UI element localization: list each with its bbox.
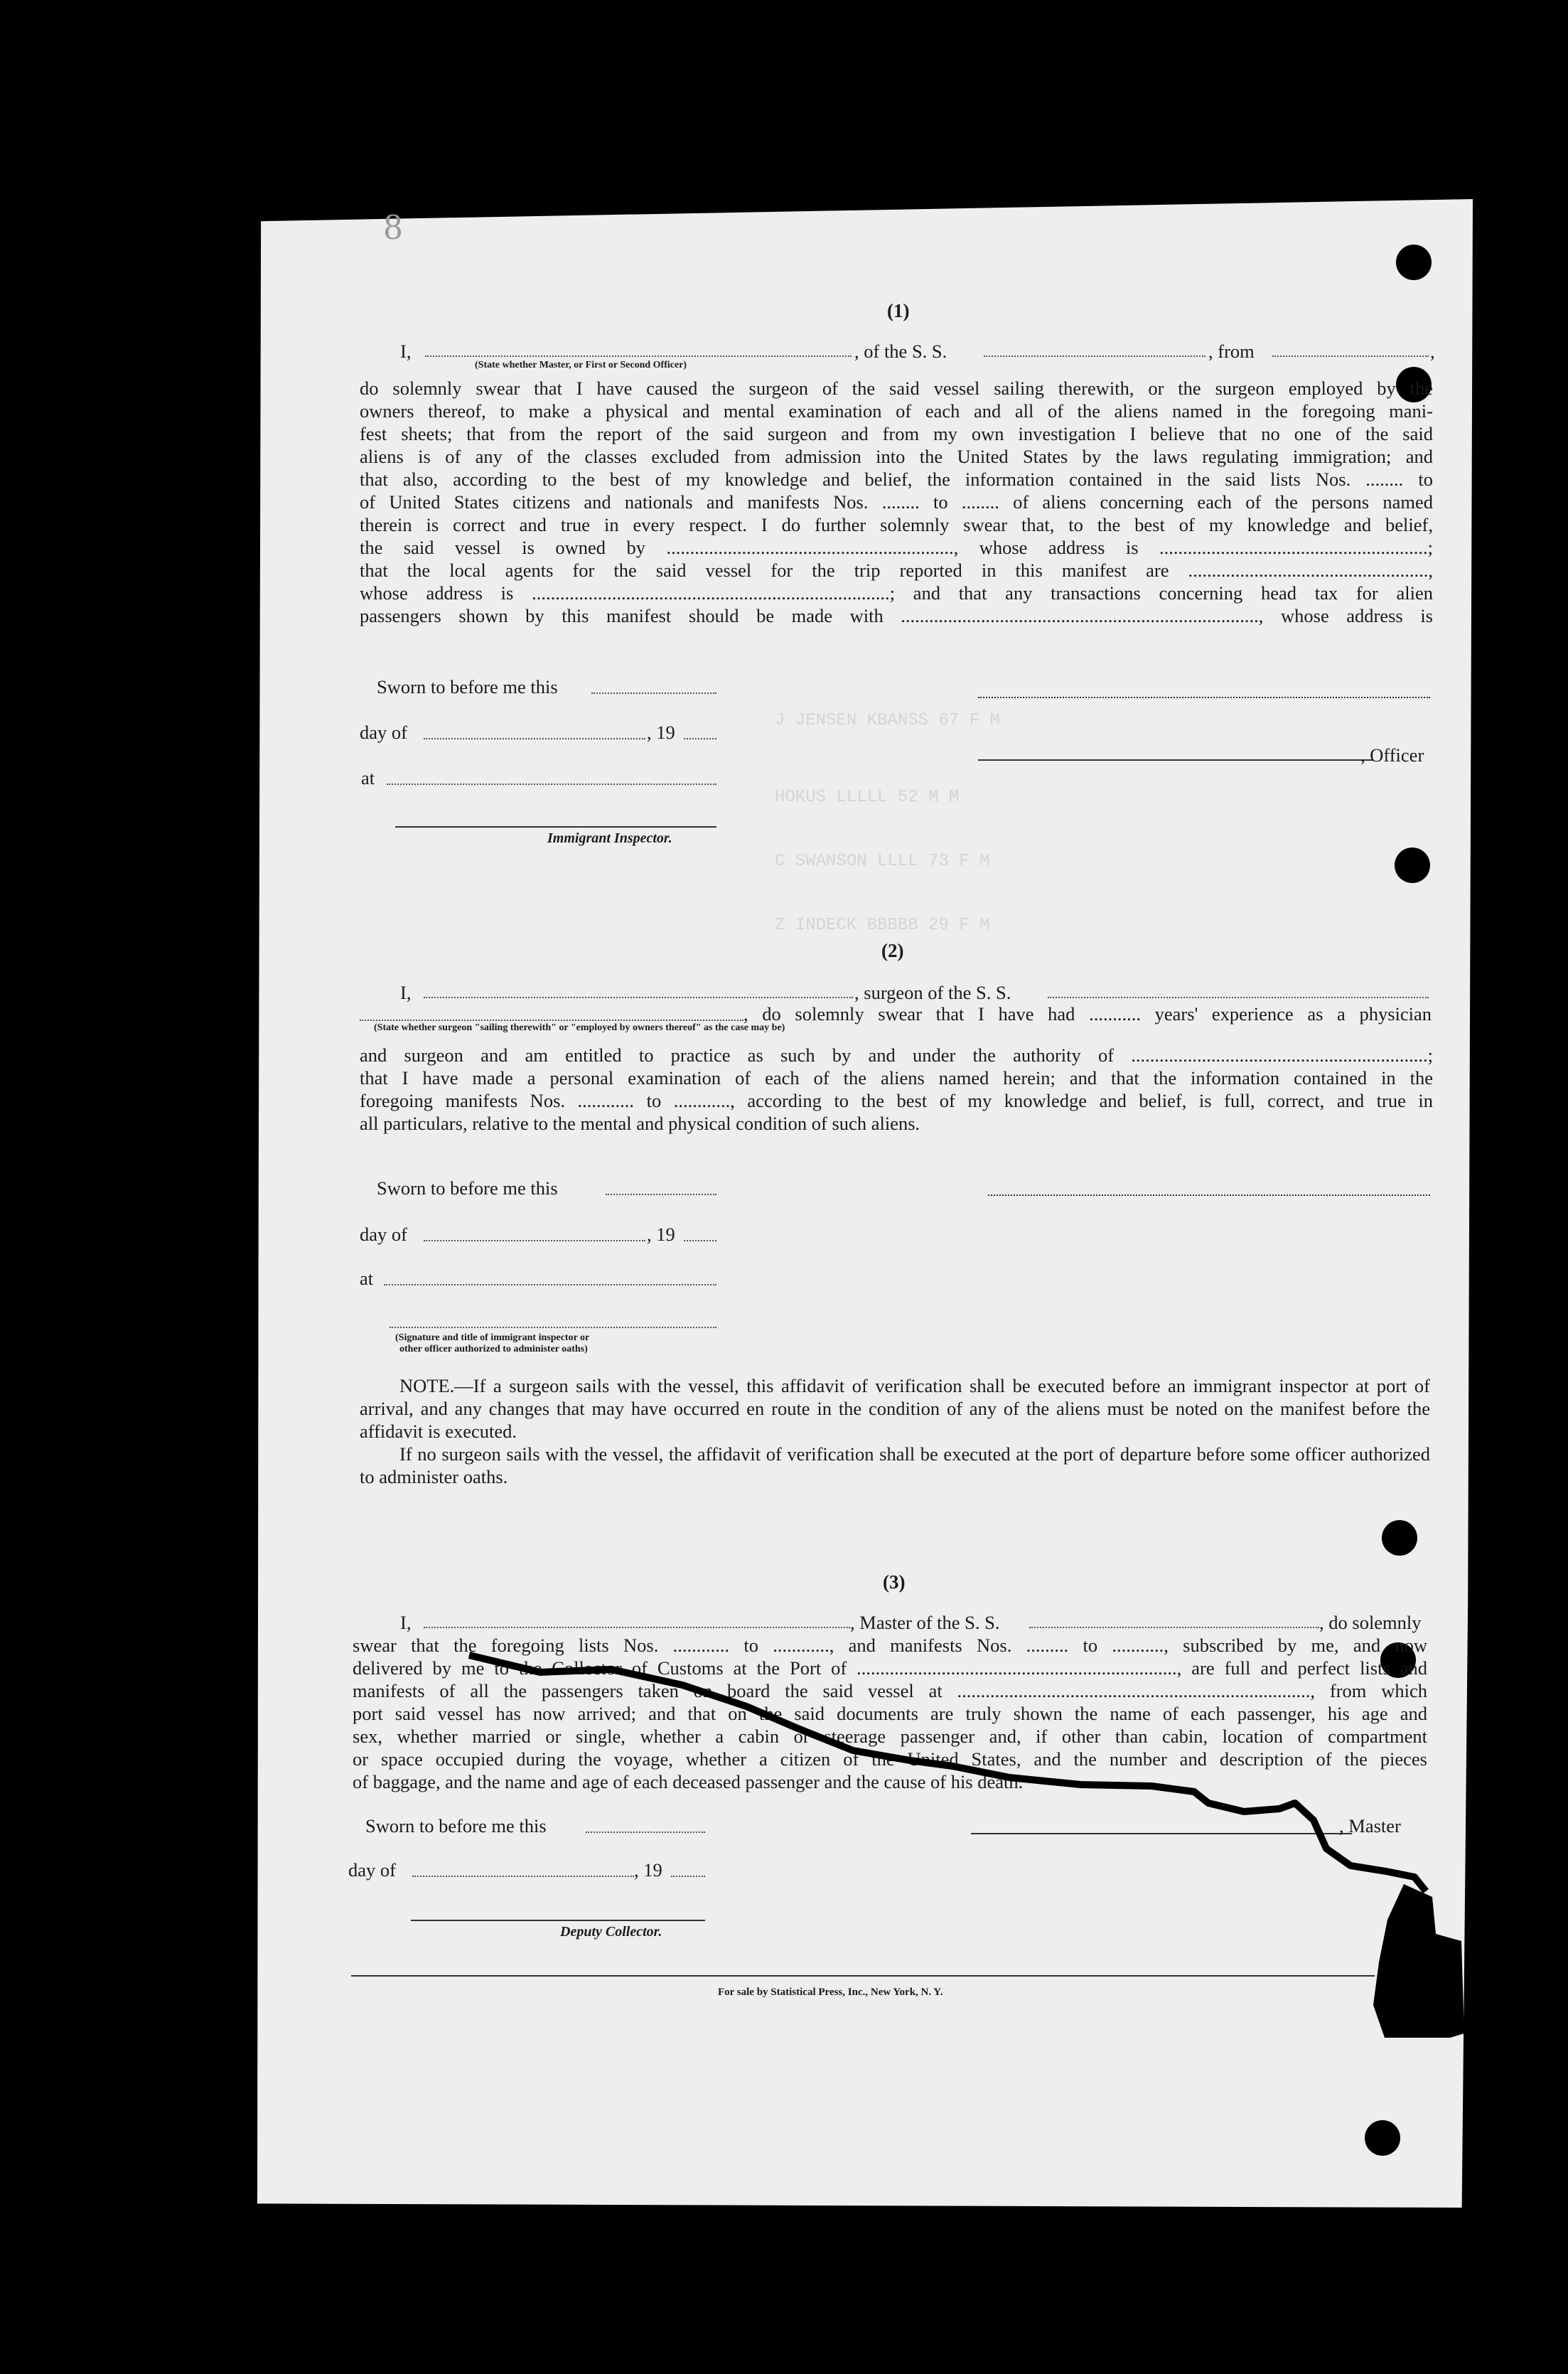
oath-line: , do solemnly swear that I have had ........... years' experience as a physician — [743, 1003, 1432, 1025]
sworn-label: Sworn to before me this — [365, 1815, 547, 1836]
signer-title: Immigrant Inspector. — [547, 830, 672, 846]
day-label: day of — [360, 1224, 407, 1245]
section-number: (3) — [883, 1571, 906, 1593]
margin-mark: 8 — [384, 207, 402, 247]
text-line: or space occupied during the voyage, whether a citizen of the United States, and the number and description of the pieces — [353, 1748, 1427, 1770]
torn-corner — [1373, 1884, 1464, 2038]
text-line: the said vessel is owned by ............................................................., whose address is .........................................................; — [360, 537, 1433, 558]
oath-line: , surgeon of the S. S. — [854, 982, 1011, 1003]
text-line: sex, whether married or single, whether a cabin or steerage passenger and, if other than cabin, location of compartment — [353, 1726, 1427, 1747]
at-label: at — [361, 767, 375, 788]
text-line: therein is correct and true in every respect. I do further solemnly swear that, to the best of my knowledge and belief, — [360, 514, 1433, 535]
text-line: that I have made a personal examination of each of the aliens named herein; and that the information contained in the — [360, 1067, 1433, 1089]
oath-line: I, — [400, 982, 412, 1003]
section-number: (2) — [881, 940, 904, 961]
day-label: day of — [348, 1859, 396, 1881]
at-label: at — [360, 1268, 374, 1289]
field-caption: (Signature and title of immigrant inspector or — [395, 1332, 590, 1343]
sworn-label: Sworn to before me this — [377, 1177, 558, 1199]
year-label: , 19 — [647, 1224, 675, 1245]
year-label: , 19 — [634, 1859, 662, 1881]
text-line: fest sheets; that from the report of the said surgeon and from my own investigation I believe that no one of the said — [360, 423, 1433, 444]
sworn-label: Sworn to before me this — [377, 676, 558, 697]
text-line: delivered by me to the Collector of Customs at the Port of ...................................................................., are full and perfect lists and — [353, 1657, 1427, 1679]
note-paragraph: If no surgeon sails with the vessel, the affidavit of verification shall be executed at the port of departure before some officer authorized to administer oaths. — [360, 1443, 1430, 1487]
oath-line: , from — [1208, 341, 1255, 362]
text-line: of baggage, and the name and age of each deceased passenger and the cause of his death. — [353, 1771, 1024, 1792]
bleed-through-text: J JENSEN KBANSS 67 F M — [775, 711, 1000, 730]
text-line: do solemnly swear that I have caused the surgeon of the said vessel sailing therewith, or the surgeon employed by the — [360, 378, 1433, 399]
text-line: whose address is ............................................................................; and that any transactions concerning head tax for alien — [360, 582, 1433, 604]
section-number: (1) — [887, 300, 910, 321]
text-line: manifests of all the passengers taken on board the said vessel at ..........................................................................., from which — [353, 1680, 1427, 1701]
text: I, — [400, 341, 412, 362]
field-caption: other officer authorized to administer oaths) — [399, 1344, 588, 1354]
printer-credit: For sale by Statistical Press, Inc., New York, N. Y. — [718, 1987, 943, 1998]
note-paragraph: NOTE.—If a surgeon sails with the vessel, this affidavit of verification shall be executed before an immigrant inspector at port of arrival, and any changes that may have occurred en route in the condition of any of the aliens must be noted on the manifest before the affidavit is executed. — [360, 1375, 1430, 1442]
field-caption: (State whether Master, or First or Second Officer) — [475, 360, 687, 370]
master-label: , Master — [1339, 1815, 1401, 1836]
bleed-through-text: C SWANSON LLLL 73 F M — [775, 852, 990, 871]
text-line: and surgeon and am entitled to practice as such by and under the authority of ...............................................................; — [360, 1044, 1433, 1066]
oath-line: , do solemnly — [1319, 1612, 1422, 1633]
text-line: passengers shown by this manifest should be made with ............................................................................, whose address is — [360, 605, 1433, 626]
bleed-through-text: Z INDECK BBBBB 29 F M — [775, 916, 990, 935]
text-line: of United States citizens and nationals and manifests Nos. ........ to ........ of aliens concerning each of the persons named — [360, 491, 1433, 513]
day-label: day of — [360, 722, 407, 743]
oath-line: I, — [400, 1612, 412, 1633]
text-line: foregoing manifests Nos. ............ to ............, according to the best of my knowledge and belief, is full, correct, and true in — [360, 1090, 1433, 1111]
text-line: that the local agents for the said vessel for the trip reported in this manifest are ..................................................., — [360, 560, 1433, 581]
year-label: , 19 — [647, 722, 675, 743]
text-line: swear that the foregoing lists Nos. ............ to ............, and manifests Nos. ......... to ..........., subscribed by me, and now — [353, 1635, 1427, 1656]
oath-line: , Master of the S. S. — [850, 1612, 1000, 1633]
field-caption: (State whether surgeon "sailing therewith" or "employed by owners thereof" as the case may be) — [374, 1022, 785, 1033]
officer-label: , Officer — [1360, 744, 1424, 766]
text-line: port said vessel has now arrived; and that on the said documents are truly shown the name of each passenger, his age and — [353, 1703, 1427, 1724]
text-line: that also, according to the best of my knowledge and belief, the information contained in the said lists Nos. ........ to — [360, 469, 1433, 490]
bleed-through-text: HOKUS LLLLL 52 M M — [775, 788, 960, 807]
text-line: owners thereof, to make a physical and mental examination of each and all of the aliens named in the foregoing mani- — [360, 400, 1433, 422]
text-line: all particulars, relative to the mental and physical condition of such aliens. — [360, 1113, 920, 1134]
oath-line: , — [1430, 341, 1435, 362]
signer-title: Deputy Collector. — [560, 1924, 662, 1940]
text-line: aliens is of any of the classes excluded from admission into the United States by the laws regulating immigration; and — [360, 446, 1433, 467]
oath-line: , of the S. S. — [854, 341, 947, 362]
tear-line — [469, 1655, 1426, 1891]
